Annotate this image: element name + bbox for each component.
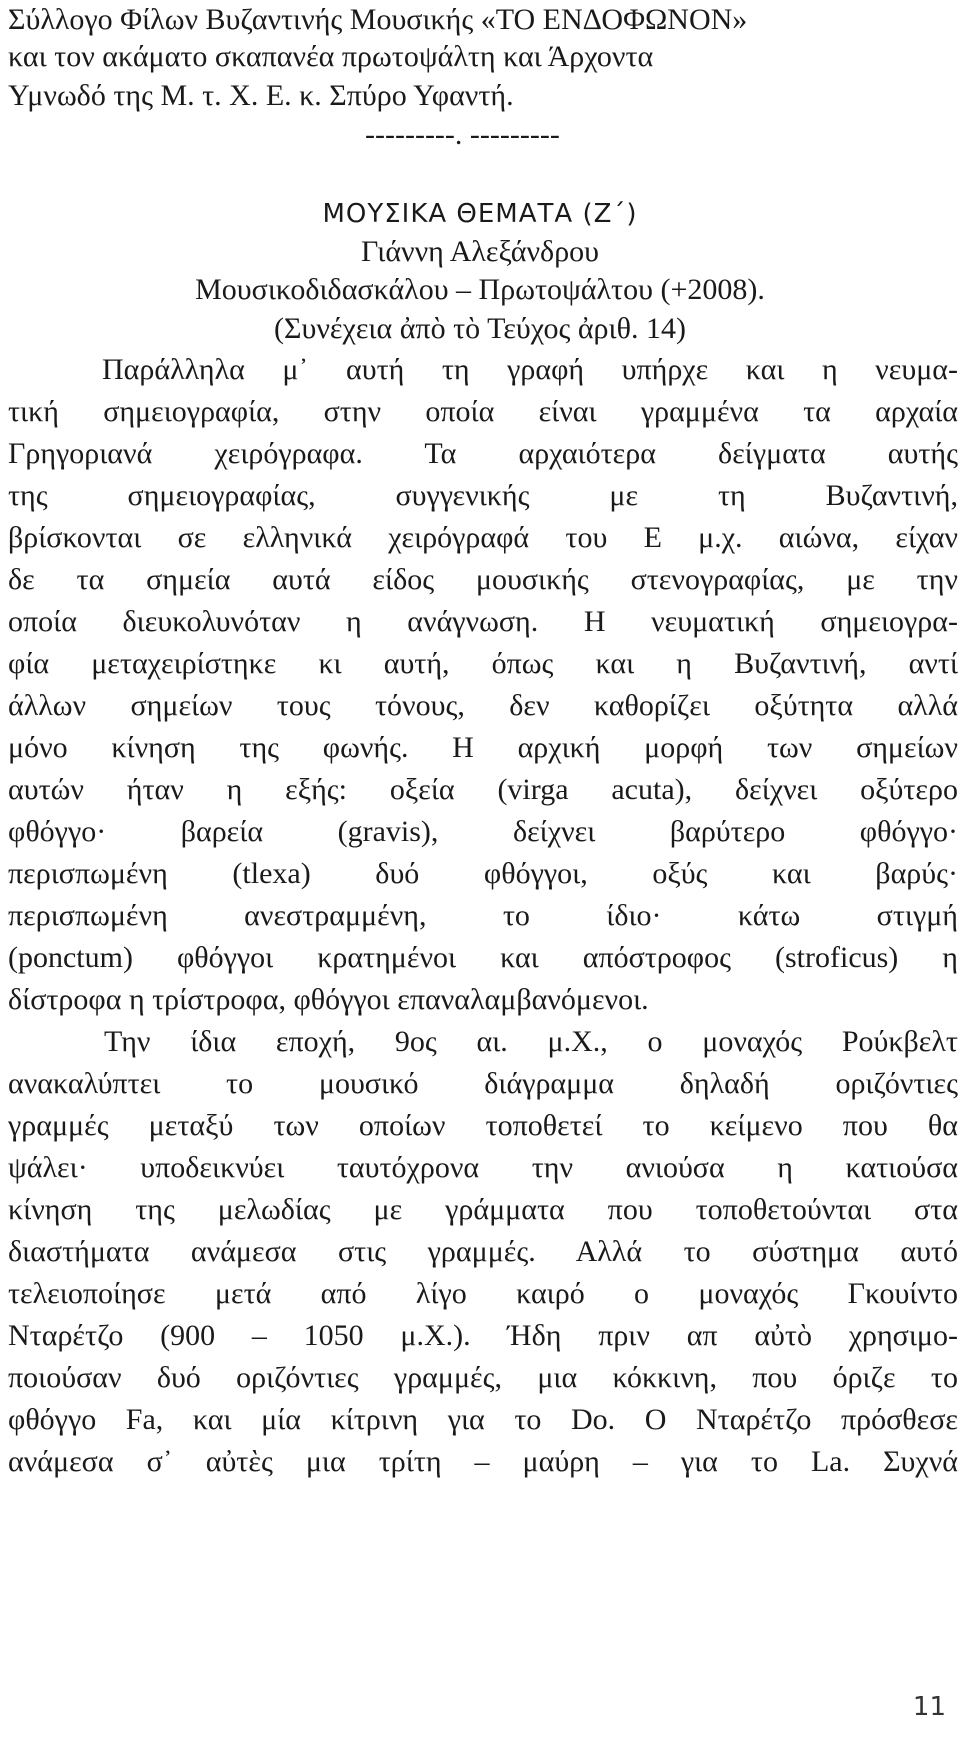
separator: ---------. --------- xyxy=(365,118,560,151)
body-line: (ponctum) φθόγγοι κρατημένοι και απόστροφος (stroficus) η xyxy=(8,941,958,974)
continuation-note: (Συνέχεια ἀπὸ τὸ Τεύχος ἀριθ. 14) xyxy=(274,312,686,345)
body-line: δίστροφα η τρίστροφα, φθόγγοι επαναλαμβανόμενοι. xyxy=(8,983,649,1016)
body-line: φία μεταχειρίστηκε κι αυτή, όπως και η Βυζαντινή, αντί xyxy=(8,647,958,680)
body-line: περισπωμένη ανεστραμμένη, το ίδιο· κάτω στιγμή xyxy=(8,899,958,932)
body-line: δε τα σημεία αυτά είδος μουσικής στενογραφίας, με την xyxy=(8,563,958,596)
body-line: τική σημειογραφία, στην οποία είναι γραμμένα τα αρχαία xyxy=(8,395,958,428)
body-line: Νταρέτζο (900 – 1050 μ.Χ.). Ήδη πριν απ αὐτὸ χρησιμο- xyxy=(8,1319,958,1352)
body-line: τελειοποίησε μετά από λίγο καιρό ο μοναχός Γκουίντο xyxy=(8,1277,958,1310)
body-line: ποιούσαν δυό οριζόντιες γραμμές, μια κόκκινη, που όριζε το xyxy=(8,1361,958,1394)
body-line: ανακαλύπτει το μουσικό διάγραμμα δηλαδή οριζόντιες xyxy=(8,1067,958,1100)
body-line: περισπωμένη (tlexa) δυό φθόγγοι, οξύς και βαρύς· xyxy=(8,857,958,890)
body-line: Γρηγοριανά χειρόγραφα. Τα αρχαιότερα δείγματα αυτής xyxy=(8,437,958,470)
body-line: βρίσκονται σε ελληνικά χειρόγραφά του Ε μ.χ. αιώνα, είχαν xyxy=(8,521,958,554)
body-line: κίνηση της μελωδίας με γράμματα που τοποθετούνται στα xyxy=(8,1193,958,1226)
body-line: της σημειογραφίας, συγγενικής με τη Βυζαντινή, xyxy=(8,479,958,512)
header-line-2: και τον ακάματο σκαπανέα πρωτοψάλτη και Άρχοντα xyxy=(8,40,654,73)
header-line-1: Σύλλογο Φίλων Βυζαντινής Μουσικής «ΤΟ ΕΝΔΟΦΩΝΟΝ» xyxy=(8,3,748,36)
body-line: Παράλληλα μ᾽ αυτή τη γραφή υπήρχε και η νευμα- xyxy=(102,353,958,386)
body-line: διαστήματα ανάμεσα στις γραμμές. Αλλά το σύστημα αυτό xyxy=(8,1235,958,1268)
body-line: Την ίδια εποχή, 9ος αι. μ.Χ., ο μοναχός Ρούκβελτ xyxy=(104,1025,958,1058)
article-author: Γιάννη Αλεξάνδρου xyxy=(360,235,600,268)
body-line: μόνο κίνηση της φωνής. Η αρχική μορφή των σημείων xyxy=(8,731,958,764)
body-line: άλλων σημείων τους τόνους, δεν καθορίζει οξύτητα αλλά xyxy=(8,689,958,722)
body-line: φθόγγο· βαρεία (gravis), δείχνει βαρύτερο φθόγγο· xyxy=(8,815,958,848)
body-line: φθόγγο Fa, και μία κίτρινη για το Do. Ο Νταρέτζο πρόσθεσε xyxy=(8,1403,958,1436)
page-number: 11 xyxy=(912,1692,946,1722)
body-line: αυτών ήταν η εξής: οξεία (virga acuta), δείχνει οξύτερο xyxy=(8,773,958,806)
article-author-role: Μουσικοδιδασκάλου – Πρωτοψάλτου (+2008). xyxy=(195,273,765,306)
header-line-3: Υμνωδό της Μ. τ. Χ. Ε. κ. Σπύρο Υφαντή. xyxy=(8,79,514,112)
body-line: ψάλει· υποδεικνύει ταυτόχρονα την ανιούσα η κατιούσα xyxy=(8,1151,958,1184)
article-title: ΜΟΥΣΙΚΑ ΘΕΜΑΤΑ (Ζ΄) xyxy=(322,199,638,229)
body-line: ανάμεσα σ᾽ αὐτὲς μια τρίτη – μαύρη – για το La. Συχνά xyxy=(8,1445,958,1478)
body-line: οποία διευκολυνόταν η ανάγνωση. Η νευματική σημειογρα- xyxy=(8,605,958,638)
body-line: γραμμές μεταξύ των οποίων τοποθετεί το κείμενο που θα xyxy=(8,1109,958,1142)
